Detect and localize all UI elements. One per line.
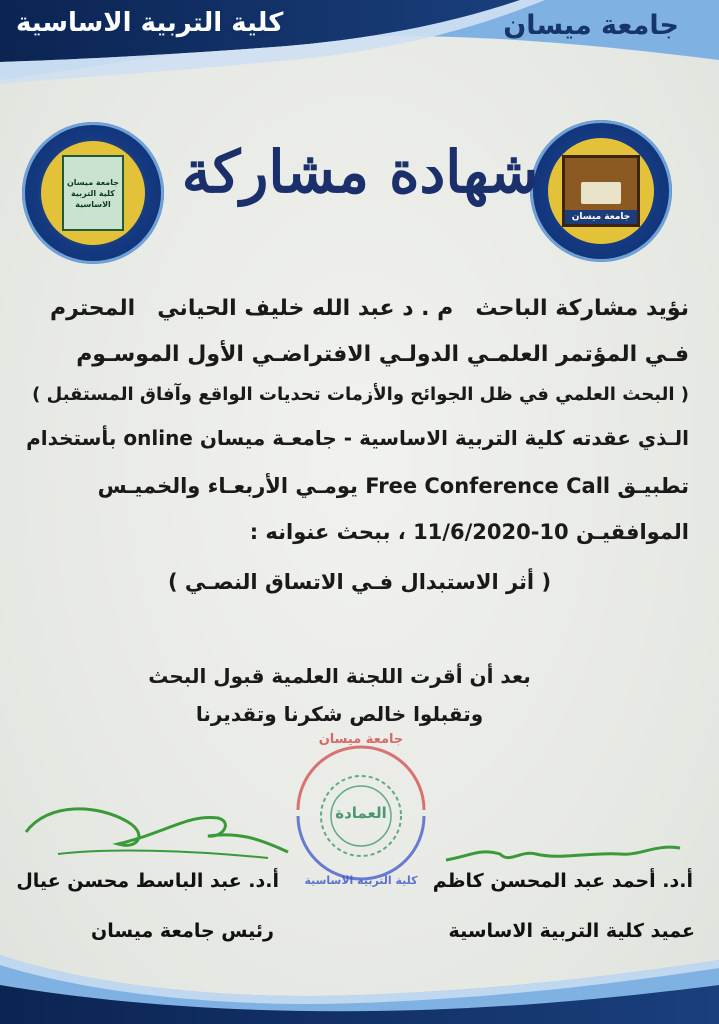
right-signatory-name: أ.د. أحمد عبد المحسن كاظم bbox=[432, 870, 693, 892]
body-line-5: تطبيـق Free Conference Call يومـي الأربعـاء والخميـس bbox=[97, 474, 689, 498]
left-signature bbox=[18, 792, 298, 872]
college-name-header: كلية التربية الاساسية bbox=[16, 8, 284, 38]
closing-line-2: وتقبلوا خالص شكرنا وتقديرنا bbox=[195, 702, 484, 726]
college-seal bbox=[22, 122, 164, 264]
researcher-name: م . د عبد الله خليف الحياني bbox=[157, 296, 454, 321]
honorific: المحترم bbox=[50, 296, 136, 321]
left-signatory-name: أ.د. عبد الباسط محسن عيال bbox=[16, 870, 279, 892]
researcher-intro: نؤيد مشاركة الباحث bbox=[475, 296, 689, 321]
certificate-title: شهادة مشاركة bbox=[181, 138, 539, 206]
stamp-bottom-text: كلية التربية الاساسية bbox=[304, 874, 418, 887]
left-signatory-title: رئيس جامعة ميسان bbox=[91, 920, 274, 942]
body-line-6: الموافقيـن 10-11/6/2020 ، ببحث عنوانه : bbox=[249, 520, 689, 544]
right-signatory-title: عميد كلية التربية الاساسية bbox=[448, 920, 695, 942]
university-name-header: جامعة ميسان bbox=[503, 10, 679, 41]
research-title: ( أثر الاستبدال فـي الاتساق النصـي ) bbox=[167, 570, 552, 594]
college-seal-text: جامعة ميسان كلية التربية الاساسية bbox=[66, 177, 120, 209]
university-seal-text: جامعة ميسان bbox=[565, 210, 637, 224]
book-icon bbox=[581, 182, 621, 204]
closing-line-1: بعد أن أقرت اللجنة العلمية قبول البحث bbox=[148, 664, 531, 688]
official-stamp bbox=[286, 732, 436, 888]
body-line-2: فـي المؤتمر العلمـي الدولـي الافتراضـي الأول الموسـوم bbox=[76, 342, 689, 367]
stamp-center-text: العمادة bbox=[335, 804, 387, 822]
body-line-4: الـذي عقدته كلية التربية الاساسية - جامعـة ميسان online بأستخدام bbox=[26, 426, 689, 450]
university-seal bbox=[530, 120, 672, 262]
conference-title: ( البحث العلمي في ظل الجوائح والأزمات تحديات الواقع وآفاق المستقبل ) bbox=[32, 384, 689, 405]
body-line-1 bbox=[30, 296, 689, 321]
stamp-top-text: جامعة ميسان bbox=[318, 732, 404, 747]
